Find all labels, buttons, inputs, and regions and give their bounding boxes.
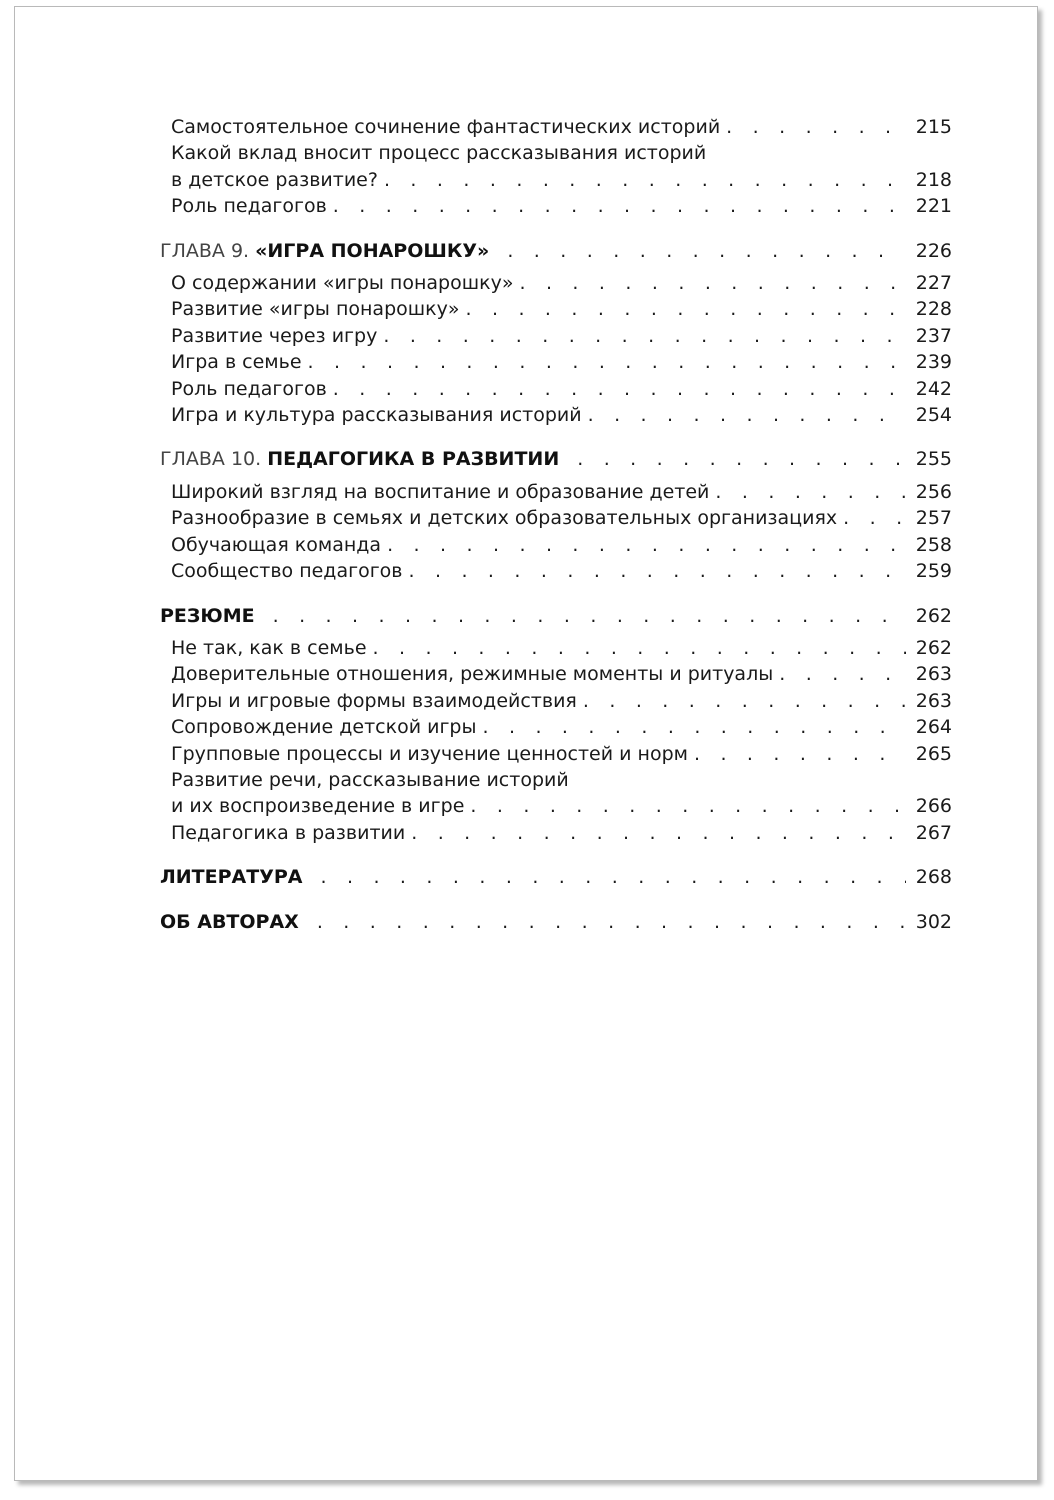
toc-entry-page: 227 xyxy=(915,272,952,295)
toc-entry xyxy=(160,193,952,219)
toc-entry xyxy=(160,793,952,819)
section-title: ОБ АВТОРАХ xyxy=(160,910,299,933)
dot-leader xyxy=(843,505,906,531)
toc-entry-title: Самостоятельное сочинение фантастических историй xyxy=(171,116,721,138)
summary-items xyxy=(160,635,952,846)
toc-literature xyxy=(160,864,952,890)
dot-leader xyxy=(411,820,906,846)
dot-leader xyxy=(507,238,906,264)
dot-leader xyxy=(409,558,907,584)
toc-entry-page: 254 xyxy=(915,404,952,427)
toc-entry xyxy=(160,114,952,140)
section-title: РЕЗЮМЕ xyxy=(160,604,255,627)
dot-leader xyxy=(333,376,906,402)
table-of-contents xyxy=(160,114,952,935)
dot-leader xyxy=(321,864,907,890)
toc-entry-title-line xyxy=(160,140,952,166)
toc-entry-title: Педагогика в развитии xyxy=(171,821,406,844)
dot-leader xyxy=(317,909,906,935)
chapter-prefix: ГЛАВА 9. xyxy=(160,239,250,262)
dot-leader xyxy=(333,193,906,219)
toc-entry-title: Игра в семье xyxy=(171,351,302,374)
toc-entry-title: в детское развитие? xyxy=(171,168,378,191)
toc-entry-page: 267 xyxy=(915,821,952,844)
toc-entry xyxy=(160,479,952,505)
toc-entry-title: Широкий взгляд на воспитание и образование детей xyxy=(171,480,710,503)
toc-entry-title-line xyxy=(160,767,952,793)
section-title: ЛИТЕРАТУРА xyxy=(160,866,303,889)
book-page xyxy=(14,6,1038,1481)
chapter-prefix: ГЛАВА 10. xyxy=(160,448,262,471)
toc-entry-page: 256 xyxy=(915,480,952,503)
toc-entry-page: 255 xyxy=(915,448,952,471)
toc-entry-title: Игры и игровые формы взаимодействия xyxy=(171,689,577,712)
toc-entry-page: 218 xyxy=(915,168,952,191)
toc-entry xyxy=(160,402,952,428)
toc-entry-title: Развитие «игры понарошку» xyxy=(171,298,460,321)
toc-entry-page: 266 xyxy=(915,795,952,818)
toc-entry-title: Групповые процессы и изучение ценностей и норм xyxy=(171,742,688,765)
toc-entry xyxy=(160,688,952,714)
dot-leader xyxy=(779,661,906,687)
toc-entry-title: Развитие через игру xyxy=(171,324,378,347)
toc-entry-page: 228 xyxy=(915,298,952,321)
toc-entry-page: 258 xyxy=(915,533,952,556)
toc-entry-page: 242 xyxy=(915,377,952,400)
toc-entry-page: 263 xyxy=(915,663,952,686)
dot-leader xyxy=(465,296,906,322)
dot-leader xyxy=(726,114,906,140)
toc-entry-page: 263 xyxy=(915,689,952,712)
toc-entry-title: Доверительные отношения, режимные моменты и ритуалы xyxy=(171,663,774,686)
toc-entry xyxy=(160,376,952,402)
toc-entry-title: О содержании «игры понарошку» xyxy=(171,272,514,295)
toc-authors xyxy=(160,909,952,935)
toc-entry-page: 226 xyxy=(915,239,952,262)
toc-summary xyxy=(160,603,952,629)
toc-entry-page: 262 xyxy=(915,604,952,627)
toc-entry-page: 264 xyxy=(915,716,952,739)
toc-entry xyxy=(160,323,952,349)
toc-entry xyxy=(160,714,952,740)
toc-entry-page: 237 xyxy=(915,324,952,347)
toc-entry-page: 262 xyxy=(915,636,952,659)
dot-leader xyxy=(387,532,906,558)
dot-leader xyxy=(583,688,906,714)
toc-entry xyxy=(160,820,952,846)
dot-leader xyxy=(384,167,906,193)
toc-entry xyxy=(160,349,952,375)
dot-leader xyxy=(470,793,906,819)
toc-entry-title: Какой вклад вносит процесс рассказывания историй xyxy=(171,142,707,165)
toc-entry-title: Развитие речи, рассказывание историй xyxy=(171,768,569,791)
toc-entry-page: 265 xyxy=(915,742,952,765)
toc-entry-page: 259 xyxy=(915,560,952,583)
toc-entry xyxy=(160,661,952,687)
toc-entry-title: Сообщество педагогов xyxy=(171,560,403,583)
dot-leader xyxy=(383,323,906,349)
toc-entry-title: Сопровождение детской игры xyxy=(171,716,477,739)
dot-leader xyxy=(588,402,906,428)
dot-leader xyxy=(519,270,906,296)
toc-entry xyxy=(160,270,952,296)
chapter-9-items xyxy=(160,270,952,428)
toc-entry xyxy=(160,741,952,767)
dot-leader xyxy=(482,714,906,740)
toc-entry-page: 268 xyxy=(915,866,952,889)
dot-leader xyxy=(694,741,906,767)
toc-entry-title: и их воспроизведение в игре xyxy=(171,795,465,818)
toc-entry-page: 239 xyxy=(915,351,952,374)
toc-entry-title: Обучающая команда xyxy=(171,533,382,556)
toc-entry xyxy=(160,532,952,558)
toc-entry-title: Роль педагогов xyxy=(171,377,327,400)
dot-leader xyxy=(308,349,906,375)
toc-entry-page: 257 xyxy=(915,507,952,530)
dot-leader xyxy=(373,635,906,661)
dot-leader xyxy=(577,446,906,472)
toc-entry-page: 215 xyxy=(915,116,952,138)
toc-entry-title: Не так, как в семье xyxy=(171,636,367,659)
toc-entry-page: 302 xyxy=(915,910,952,933)
toc-chapter-9 xyxy=(160,238,952,264)
toc-entry-page: 221 xyxy=(915,195,952,218)
dot-leader xyxy=(715,479,906,505)
chapter-title: «ИГРА ПОНАРОШКУ» xyxy=(255,239,490,262)
toc-entry xyxy=(160,296,952,322)
toc-entry-title: Игра и культура рассказывания историй xyxy=(171,404,582,427)
toc-entry xyxy=(160,167,952,193)
chapter-10-items xyxy=(160,479,952,585)
toc-chapter-10 xyxy=(160,446,952,472)
toc-entry-title: Роль педагогов xyxy=(171,195,327,218)
toc-entry xyxy=(160,558,952,584)
dot-leader xyxy=(273,603,906,629)
toc-entry xyxy=(160,505,952,531)
toc-entry-title: Разнообразие в семьях и детских образовательных организациях xyxy=(171,507,838,530)
chapter-title: ПЕДАГОГИКА В РАЗВИТИИ xyxy=(267,448,560,471)
toc-entry xyxy=(160,635,952,661)
